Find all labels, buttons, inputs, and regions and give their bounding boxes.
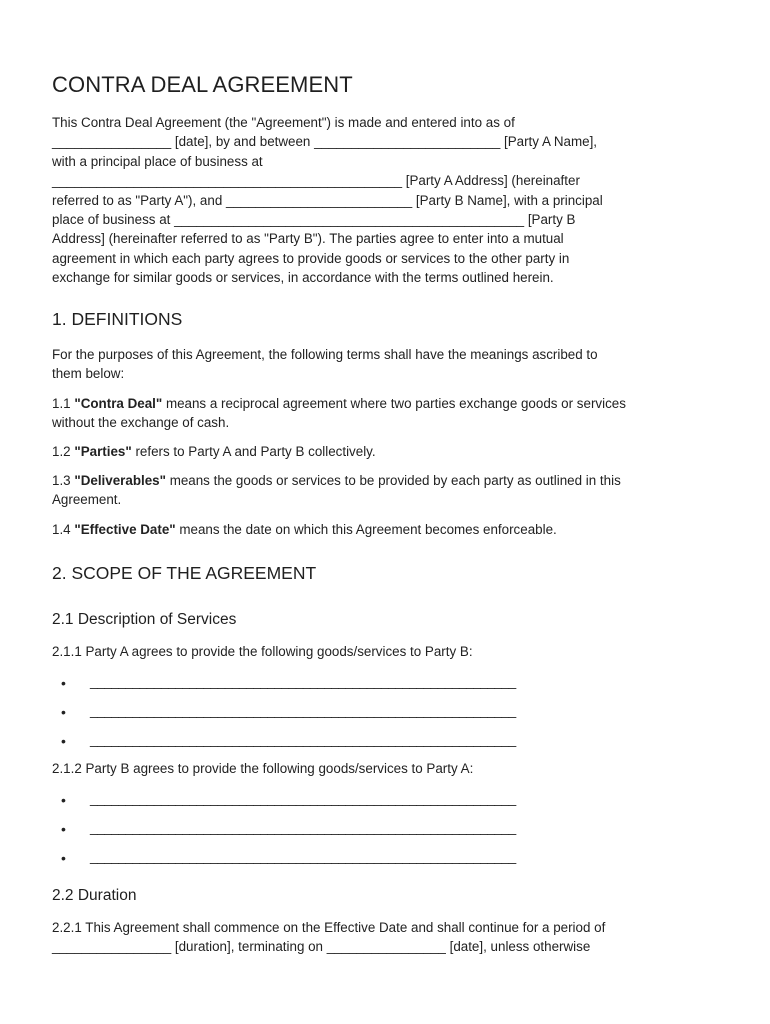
definition-text: means a reciprocal agreement where two parties exchange goods or services	[162, 396, 626, 411]
definition-text: refers to Party A and Party B collectively.	[131, 444, 376, 459]
bullet-icon: •	[61, 850, 66, 866]
blank-line: ____________________________________________________________	[90, 732, 516, 747]
bullet-icon: •	[61, 733, 66, 749]
party-b-provides-text: 2.1.2 Party B agrees to provide the following goods/services to Party A:	[52, 761, 474, 776]
intro-line: referred to as "Party A"), and _________________________ [Party B Name], with a principal	[52, 192, 603, 208]
bullet-icon: •	[61, 704, 66, 720]
document-title: CONTRA DEAL AGREEMENT	[52, 72, 353, 97]
definition-1-1	[52, 394, 720, 433]
section-heading-definitions: 1. DEFINITIONS	[52, 309, 183, 329]
bullet-icon: •	[61, 821, 66, 837]
section-heading-scope: 2. SCOPE OF THE AGREEMENT	[52, 563, 317, 583]
duration-line: 2.2.1 This Agreement shall commence on the Effective Date and shall continue for a period of	[52, 920, 606, 935]
intro-line: _______________________________________________ [Party A Address] (hereinafter	[52, 173, 580, 189]
subsection-heading-duration: 2.2 Duration	[52, 887, 137, 904]
definition-1-4	[52, 520, 720, 539]
intro-line: with a principal place of business at	[52, 153, 263, 169]
definitions-intro	[52, 345, 720, 384]
intro-line: exchange for similar goods or services, in accordance with the terms outlined herein.	[52, 270, 554, 286]
definition-term: "Parties"	[74, 444, 132, 459]
duration-line: ________________ [duration], terminating on ________________ [date], unless otherwise	[52, 939, 591, 955]
definition-term: "Contra Deal"	[74, 396, 163, 411]
subsection-heading-description: 2.1 Description of Services	[52, 611, 237, 628]
definitions-intro-line: For the purposes of this Agreement, the following terms shall have the meanings ascribed to	[52, 347, 598, 362]
duration-paragraph	[52, 918, 720, 957]
definition-text: means the goods or services to be provided by each party as outlined in this	[165, 473, 621, 488]
intro-paragraph	[52, 113, 712, 288]
bullet-icon: •	[61, 792, 66, 808]
definitions-intro-line: them below:	[52, 366, 125, 382]
blank-line: ____________________________________________________________	[90, 791, 516, 806]
definition-number: 1.2	[52, 444, 71, 459]
definition-term: "Effective Date"	[74, 522, 176, 537]
bullet-icon: •	[61, 675, 66, 691]
definition-text-continued: without the exchange of cash.	[52, 415, 230, 431]
blank-line: ____________________________________________________________	[90, 849, 516, 864]
definition-text-continued: Agreement.	[52, 492, 122, 508]
definition-number: 1.3	[52, 473, 71, 488]
blank-line: ____________________________________________________________	[90, 820, 516, 835]
party-a-provides-text: 2.1.1 Party A agrees to provide the following goods/services to Party B:	[52, 644, 473, 659]
definition-1-2	[52, 442, 720, 461]
definition-term: "Deliverables"	[74, 473, 166, 488]
intro-line: This Contra Deal Agreement (the "Agreement") is made and entered into as of	[52, 115, 515, 130]
definition-1-3	[52, 471, 720, 510]
definition-number: 1.4	[52, 522, 71, 537]
blank-line: ____________________________________________________________	[90, 674, 516, 689]
intro-line: agreement in which each party agrees to provide goods or services to the other party in	[52, 250, 570, 266]
intro-line: place of business at _______________________________________________ [Party B	[52, 212, 576, 228]
definition-number: 1.1	[52, 396, 71, 411]
intro-line: Address] (hereinafter referred to as "Party B"). The parties agree to enter into a mutual	[52, 231, 564, 247]
intro-line: ________________ [date], by and between _________________________ [Party A Name],	[52, 134, 598, 150]
definition-text: means the date on which this Agreement becomes enforceable.	[175, 522, 557, 537]
blank-line: ____________________________________________________________	[90, 703, 516, 718]
